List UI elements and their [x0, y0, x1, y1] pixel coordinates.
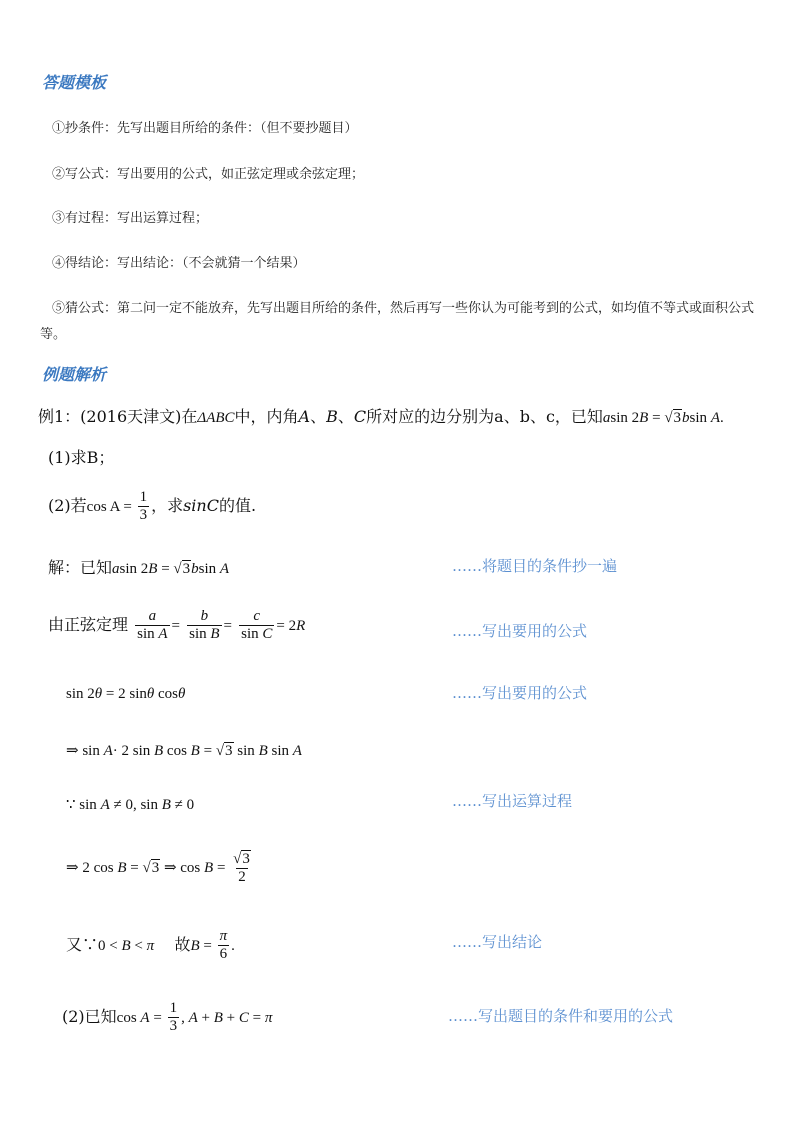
template-step-5: ⑤猜公式：第二问一定不能放弃，先写出题目所给的条件，然后再写一些你认为可能考到的公式，如均值不等式或面积公式	[52, 301, 755, 316]
note-formula-1: ……写出要用的公式	[452, 622, 588, 640]
solution-line-1: 解：已知asin 2B = √3bsin A	[48, 558, 230, 577]
template-step-2: ②写公式：写出要用的公式，如正弦定理或余弦定理；	[52, 167, 365, 182]
note-process: ……写出运算过程	[452, 792, 573, 810]
note-conclusion: ……写出结论	[452, 933, 543, 951]
template-step-4: ④得结论：写出结论：（不会就猜一个结果）	[52, 256, 306, 271]
given-condition: asin 2B = √3bsin A.	[602, 410, 724, 426]
solution-line-9: (2)已知cos A = $\frac{1}{3}$ , A + B + C = π	[62, 1000, 273, 1034]
triangle-abc: ΔABC	[197, 410, 235, 426]
example-heading: 例题解析	[42, 365, 107, 384]
solution-line-8: 又∵0 < B < π 故B = $\frac{\pi}{6}$ .	[66, 928, 235, 962]
template-step-3: ③有过程：写出运算过程；	[52, 211, 209, 226]
template-step-1: ①抄条件：先写出题目所给的条件：（但不要抄题目）	[52, 121, 358, 136]
solution-line-6: ⇒ 2 cos B = √3 ⇒ cos B = $\frac{√3}{2}$	[66, 851, 250, 885]
question-2: (2)若cos A = $\frac{1}{3}$ ，求sinC的值.	[48, 489, 257, 523]
solution-line-2: 由正弦定理 $\frac{a}{\text{sin A}}$ = $\frac{b}{\text{sin B}}$ = $\frac{c}{\text{sin C}}$ = 2R	[48, 608, 306, 642]
question-1: (1)求B；	[48, 448, 115, 467]
solution-line-5: ∵ sin A ≠ 0, sin B ≠ 0	[66, 797, 195, 813]
template-heading: 答题模板	[42, 73, 107, 92]
note-formula-2: ……写出要用的公式	[452, 684, 588, 702]
example-intro: 例1：(2016天津文)在ΔABC中，内角A、B、C所对应的边分别为a、b、c，已知asin 2B = √3bsin A.	[38, 407, 724, 426]
note-conditions-formula: ……写出题目的条件和要用的公式	[448, 1007, 674, 1025]
solution-line-3: sin 2θ = 2 sinθ cosθ	[66, 686, 186, 702]
template-step-5-cont: 等。	[40, 327, 67, 342]
solution-line-4: ⇒ sin A· 2 sin B cos B = √3 sin B sin A	[66, 743, 302, 759]
note-copy-conditions: ……将题目的条件抄一遍	[452, 557, 618, 575]
